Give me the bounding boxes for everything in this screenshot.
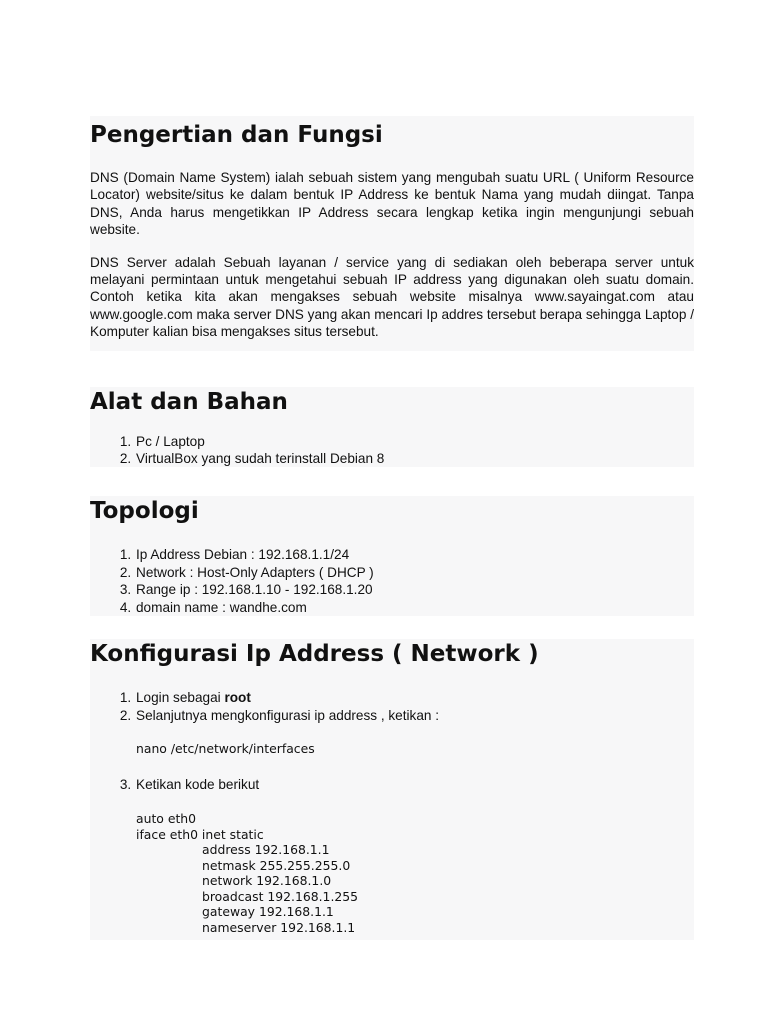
- document-body: [90, 116, 694, 940]
- step-bold-text: root: [224, 690, 251, 706]
- section-konfigurasi: [90, 639, 694, 940]
- code-line: nameserver 192.168.1.1: [202, 920, 356, 936]
- code-line: iface eth0 inet static: [136, 826, 264, 842]
- list-item: 1. Ip Address Debian : 192.168.1.1/24: [135, 546, 694, 563]
- section-pengertian: [90, 116, 694, 351]
- code-line: netmask 255.255.255.0: [202, 857, 351, 873]
- list-item: [135, 776, 694, 936]
- heading-topologi: Topologi: [90, 498, 199, 525]
- list-item: [135, 689, 694, 706]
- paragraph-dns-definition: DNS (Domain Name System) ialah sebuah sistem yang mengubah suatu URL ( Uniform Resource Locator) website/situs ke dalam bentuk IP Address ke bentuk Nama yang mudah diingat. Tanpa DNS, Anda harus mengetikkan IP Address secara lengkap ketika ingin mengunjungi sebuah website.: [90, 170, 694, 238]
- step-text: Selanjutnya mengkonfigurasi ip address , ketikan :: [136, 707, 440, 723]
- list-topologi: [90, 546, 694, 616]
- list-item: 1. Pc / Laptop: [135, 433, 694, 450]
- heading-konfigurasi: Konfigurasi Ip Address ( Network ): [90, 641, 539, 668]
- step-text: Login sebagai: [136, 690, 225, 706]
- step-text: Ketikan kode berikut: [136, 776, 260, 792]
- paragraph-dns-server: DNS Server adalah Sebuah layanan / service yang di sediakan oleh beberapa server untuk melayani permintaan untuk mengetahui sebuah IP address yang digunakan oleh suatu domain. Contoh ketika kita akan mengakses sebuah website misalnya www.sayaingat.com atau www.google.com maka server DNS yang akan mencari Ip addres tersebut berapa sehingga Laptop / Komputer kalian bisa mengakses situs tersebut.: [90, 254, 694, 340]
- section-topologi: [90, 496, 694, 616]
- code-line: auto eth0: [136, 810, 197, 826]
- heading-alat-bahan: Alat dan Bahan: [90, 388, 288, 415]
- code-line: broadcast 192.168.1.255: [202, 888, 359, 904]
- command-text: nano /etc/network/interfaces: [136, 740, 315, 756]
- list-item: [135, 707, 694, 776]
- list-item: 3. Range ip : 192.168.1.10 - 192.168.1.20: [135, 581, 694, 598]
- code-line: address 192.168.1.1: [202, 842, 330, 858]
- list-alat-bahan: [90, 433, 694, 468]
- list-item: 4. domain name : wandhe.com: [135, 599, 694, 616]
- list-item: 2. Network : Host-Only Adapters ( DHCP ): [135, 564, 694, 581]
- heading-pengertian: Pengertian dan Fungsi: [90, 122, 383, 148]
- list-konfigurasi-steps: [90, 689, 694, 936]
- code-line: network 192.168.1.0: [202, 873, 332, 889]
- list-item: 2. VirtualBox yang sudah terinstall Debian 8: [135, 450, 694, 467]
- code-line: gateway 192.168.1.1: [202, 904, 334, 920]
- section-alat-bahan: [90, 387, 694, 468]
